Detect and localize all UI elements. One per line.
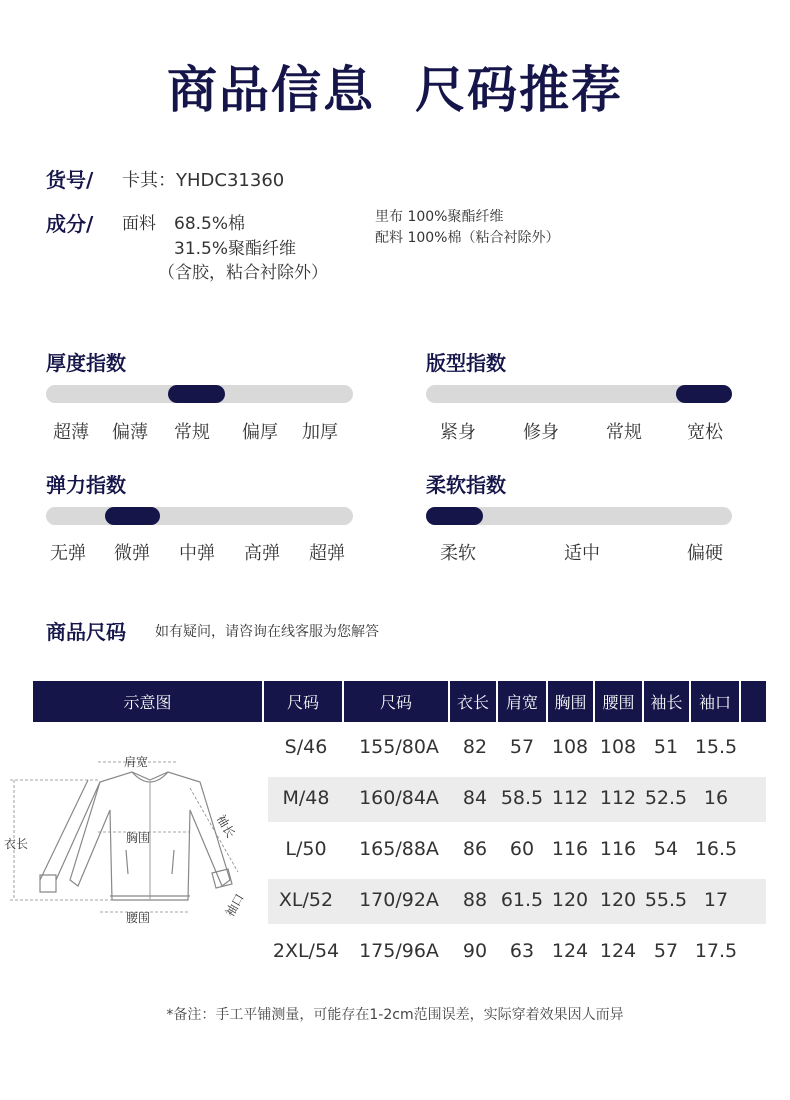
table-cell: 2XL/54 <box>272 940 340 962</box>
table-cell: 112 <box>599 787 637 809</box>
table-cell: 57 <box>653 940 679 962</box>
elasticity-index-title: 弹力指数 <box>46 473 126 497</box>
table-cell: 16 <box>703 787 729 809</box>
table-cell: 17 <box>703 889 729 911</box>
fit-index-title: 版型指数 <box>426 351 506 375</box>
fabric-line-1: 68.5%棉 <box>174 214 246 234</box>
th-size: 尺码 <box>264 681 342 722</box>
table-cell: 55.5 <box>644 889 688 911</box>
table-cell: 52.5 <box>644 787 688 809</box>
composition-label: 成分/ <box>46 212 94 236</box>
table-cell: 58.5 <box>500 787 544 809</box>
softness-tick: 柔软 <box>440 543 476 564</box>
table-cell: 63 <box>509 940 535 962</box>
size-section-subtitle: 如有疑问，请咨询在线客服为您解答 <box>155 624 379 640</box>
table-cell: 155/80A <box>359 736 439 758</box>
elasticity-tick: 中弹 <box>179 543 215 564</box>
th-spacer <box>741 681 766 722</box>
trim-text: 配料 100%棉（粘合衬除外） <box>375 230 560 246</box>
diagram-label-shoulder: 肩宽 <box>124 755 149 769</box>
diagram-label-chest: 胸围 <box>126 831 151 845</box>
softness-tick: 适中 <box>564 543 600 564</box>
table-cell: 160/84A <box>359 787 439 809</box>
elasticity-index-track <box>46 507 353 525</box>
thickness-index-thumb <box>168 385 225 403</box>
fabric-label: 面料 <box>122 214 156 234</box>
elasticity-tick: 微弹 <box>114 543 150 564</box>
table-cell: 124 <box>599 940 637 962</box>
footnote: *备注：手工平铺测量，可能存在1-2cm范围误差，实际穿着效果因人而异 <box>166 1007 624 1023</box>
jacket-pocket-left <box>126 850 128 874</box>
fit-tick: 紧身 <box>440 422 476 443</box>
sku-label: 货号/ <box>46 168 94 192</box>
table-cell: 17.5 <box>694 940 738 962</box>
table-cell: 86 <box>462 838 488 860</box>
table-cell: 88 <box>462 889 488 911</box>
page-title <box>0 50 790 122</box>
table-cell: 82 <box>462 736 488 758</box>
jacket-cuff-left <box>40 875 56 892</box>
table-cell: 61.5 <box>500 889 544 911</box>
table-cell: S/46 <box>284 736 328 758</box>
title-size-recommend: 尺码推荐 <box>415 61 623 119</box>
thickness-tick: 加厚 <box>302 422 338 443</box>
jacket-sleeve-left <box>40 780 100 880</box>
table-cell: 51 <box>653 736 679 758</box>
fabric-line-3: （含胶，粘合衬除外） <box>158 263 328 283</box>
table-cell: 15.5 <box>694 736 738 758</box>
sku-value: 卡其：YHDC31360 <box>122 170 285 191</box>
fabric-line-2: 31.5%聚酯纤维 <box>174 239 297 259</box>
fit-tick: 宽松 <box>687 422 723 443</box>
softness-index-track <box>426 507 732 525</box>
diagram-label-length: 衣长 <box>4 837 29 851</box>
th-shoulder: 肩宽 <box>498 681 546 722</box>
jacket-pocket-right <box>172 850 174 874</box>
table-cell: 108 <box>551 736 589 758</box>
garment-diagram <box>0 740 262 940</box>
fit-tick: 修身 <box>523 422 559 443</box>
table-cell: 165/88A <box>359 838 439 860</box>
elasticity-tick: 高弹 <box>244 543 280 564</box>
th-size-spec: 尺码 <box>344 681 448 722</box>
th-sleeve: 袖长 <box>644 681 689 722</box>
table-cell: 124 <box>551 940 589 962</box>
table-cell: 170/92A <box>359 889 439 911</box>
th-chest: 胸围 <box>548 681 593 722</box>
table-cell: 16.5 <box>694 838 738 860</box>
thickness-tick: 偏薄 <box>112 422 148 443</box>
table-cell: 120 <box>551 889 589 911</box>
th-length: 衣长 <box>450 681 496 722</box>
size-section-title: 商品尺码 <box>46 620 126 644</box>
diagram-label-waist: 腰围 <box>126 911 151 925</box>
elasticity-tick: 超弹 <box>309 543 345 564</box>
table-cell: 112 <box>551 787 589 809</box>
thickness-index-track <box>46 385 353 403</box>
table-cell: 120 <box>599 889 637 911</box>
thickness-tick: 常规 <box>174 422 210 443</box>
diagram-label-cuff: 袖口 <box>222 891 247 920</box>
softness-index-title: 柔软指数 <box>426 473 506 497</box>
thickness-tick: 超薄 <box>53 422 89 443</box>
table-cell: 84 <box>462 787 488 809</box>
fit-index-thumb <box>676 385 732 403</box>
table-cell: XL/52 <box>278 889 334 911</box>
table-cell: 54 <box>653 838 679 860</box>
table-cell: L/50 <box>285 838 327 860</box>
table-cell: 116 <box>551 838 589 860</box>
elasticity-index-thumb <box>105 507 160 525</box>
th-cuff: 袖口 <box>691 681 739 722</box>
lining-text: 里布 100%聚酯纤维 <box>375 209 504 225</box>
fit-tick: 常规 <box>606 422 642 443</box>
th-waist: 腰围 <box>595 681 642 722</box>
table-cell: 175/96A <box>359 940 439 962</box>
table-cell: 90 <box>462 940 488 962</box>
th-diagram: 示意图 <box>33 681 262 722</box>
thickness-index-title: 厚度指数 <box>46 351 126 375</box>
softness-index-thumb <box>426 507 483 525</box>
softness-tick: 偏硬 <box>687 543 723 564</box>
table-cell: M/48 <box>282 787 330 809</box>
fit-index-track <box>426 385 732 403</box>
table-cell: 57 <box>509 736 535 758</box>
table-cell: 108 <box>599 736 637 758</box>
title-product-info: 商品信息 <box>167 61 375 119</box>
thickness-tick: 偏厚 <box>242 422 278 443</box>
diagram-label-sleeve: 袖长 <box>213 812 238 841</box>
elasticity-tick: 无弹 <box>50 543 86 564</box>
table-cell: 116 <box>599 838 637 860</box>
table-cell: 60 <box>509 838 535 860</box>
